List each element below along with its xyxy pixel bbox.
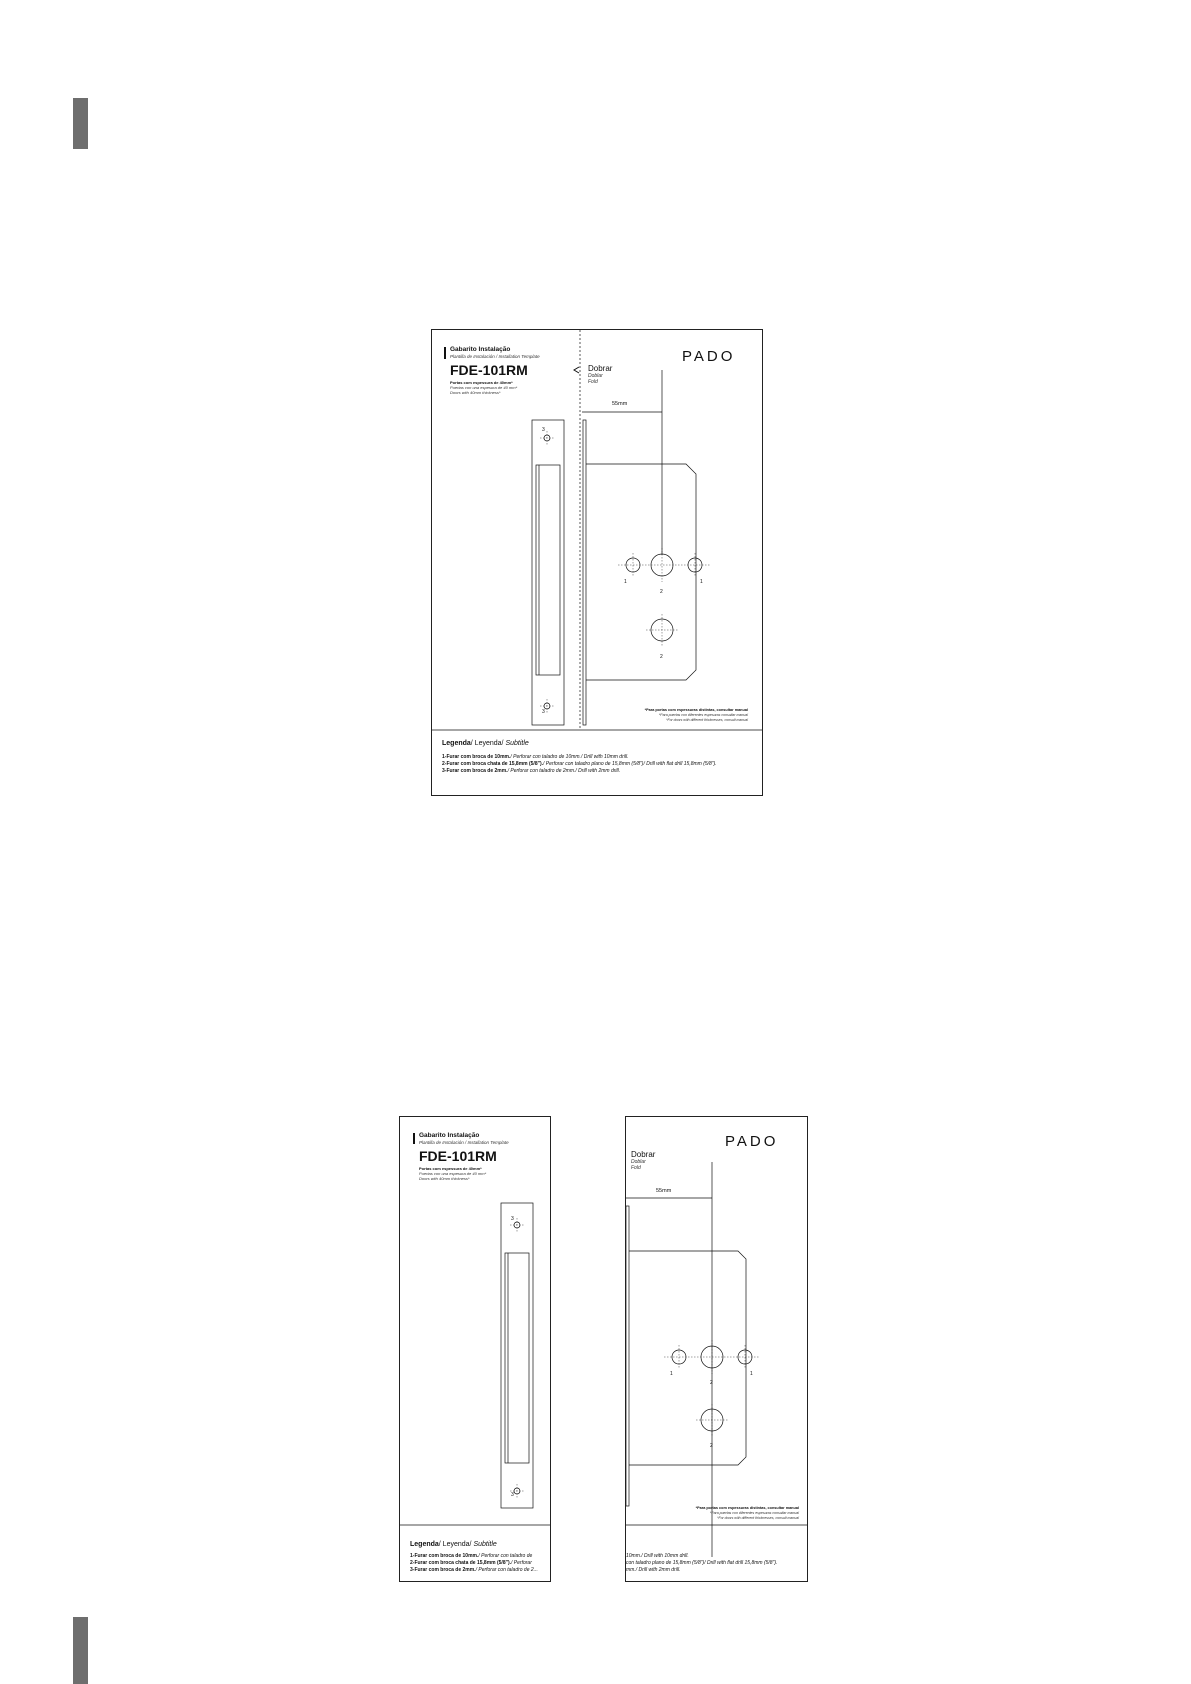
strike-plate-outline <box>501 1203 533 1508</box>
thickness-es: Puertas con una espesura de 40 mm* <box>450 385 518 390</box>
template-label-sub: Plantilla de Instalación / Installation Template <box>450 354 540 359</box>
legend-item-1-cont: 10mm./ Drill with 10mm drill. <box>626 1553 689 1559</box>
hole-label-3-bottom: 3 <box>542 709 545 715</box>
legend-item-2: 2-Furar com broca chata de 15,8mm (5/8")./ Perforar <box>410 1560 532 1566</box>
thickness-es: Puertas con una espesura de 40 mm* <box>419 1171 487 1176</box>
top-edge-tab <box>73 98 88 149</box>
legend-item-3-cont: mm./ Drill with 2mm drill. <box>626 1567 681 1573</box>
thickness-pt: Portas com espessura de 40mm* <box>419 1166 482 1171</box>
brand-logo: PADO <box>725 1133 779 1150</box>
strike-plate-drawing <box>400 1117 550 1581</box>
thickness-en: Doors with 40mm thickness* <box>450 390 501 395</box>
strike-plate-cutout <box>536 465 560 675</box>
strike-plate-outline <box>532 420 564 725</box>
template-sheet-right-half <box>625 1116 808 1582</box>
model-title: FDE-101RM <box>450 362 528 378</box>
thickness-en: Doors with 40mm thickness* <box>419 1176 470 1181</box>
hole-label-1-left: 1 <box>670 1371 673 1377</box>
brand-logo: PADO <box>682 348 736 365</box>
template-sheet-full <box>431 329 763 796</box>
hole-label-2-center: 2 <box>660 589 663 595</box>
fold-arrow-icon <box>574 367 579 373</box>
edge-plate <box>583 420 586 725</box>
template-label: Gabarito Instalação <box>419 1132 480 1139</box>
hole-label-2-lower: 2 <box>710 1443 713 1449</box>
fold-es: Doblar <box>631 1159 646 1165</box>
hole-label-3-top: 3 <box>511 1216 514 1222</box>
hole-label-1-left: 1 <box>624 579 627 585</box>
legend-item-3: 3-Furar com broca de 2mm./ Perforar con taladro de 2mm./ Drill with 2mm drill. <box>442 768 621 774</box>
template-label-sub: Plantilla de Instalación / Installation Template <box>419 1140 509 1145</box>
hole-label-1-right: 1 <box>700 579 703 585</box>
thickness-pt: Portas com espessura de 40mm* <box>450 380 513 385</box>
note-pt: *Para portas com espessuras distintas, consultar manual <box>695 1506 799 1510</box>
hole-label-2-lower: 2 <box>660 654 663 660</box>
lock-body-outline <box>586 464 696 680</box>
dimension-label: 55mm <box>656 1188 672 1194</box>
note-en: *For doors with different thicknesses, consult manual <box>717 1516 799 1520</box>
note-pt: *Para portas com espessuras distintas, consultar manual <box>644 708 748 712</box>
template-sheet-left-half <box>399 1116 551 1582</box>
fold-en: Fold <box>588 379 598 385</box>
legend-item-2: 2-Furar com broca chata de 15,8mm (5/8")./ Perforar con taladro plano de 15,8mm (5/8")/ Drill with flat drill 15,8mm (5/8"). <box>442 761 717 767</box>
hole-label-3-bottom: 3 <box>511 1492 514 1498</box>
note-es: *Para puertas con diferentes espesuras consultar manual <box>709 1511 799 1515</box>
hole-label-1-right: 1 <box>750 1371 753 1377</box>
bottom-edge-tab <box>73 1617 88 1684</box>
template-drawing <box>432 330 762 795</box>
hole-label-2-center: 2 <box>710 1380 713 1386</box>
legend-item-2-cont: con taladro plano de 15,8mm (5/8")/ Drill with flat drill 15,8mm (5/8"). <box>626 1560 778 1566</box>
fold-pt: Dobrar <box>588 364 613 373</box>
note-es: *Para puertas con diferentes espesuras consultar manual <box>658 713 748 717</box>
legend-item-1: 1-Furar com broca de 10mm./ Perforar con taladro de <box>410 1553 533 1559</box>
template-label: Gabarito Instalação <box>450 346 511 353</box>
legend-item-1: 1-Furar com broca de 10mm./ Perforar con taladro de 10mm./ Drill with 10mm drill. <box>442 754 629 760</box>
legend-item-3: 3-Furar com broca de 2mm./ Perforar con taladro de 2... <box>410 1567 538 1573</box>
edge-plate <box>626 1206 629 1506</box>
dimension-label: 55mm <box>612 401 628 407</box>
fold-es: Doblar <box>588 373 603 379</box>
note-en: *For doors with different thicknesses, consult manual <box>666 718 748 722</box>
hole-label-3-top: 3 <box>542 427 545 433</box>
fold-pt: Dobrar <box>631 1150 656 1159</box>
legend-title: Legenda/ Leyenda/ Subtitle <box>410 1541 497 1548</box>
model-title: FDE-101RM <box>419 1148 497 1164</box>
fold-en: Fold <box>631 1165 641 1171</box>
strike-plate-cutout <box>505 1253 529 1463</box>
lock-body-outline <box>629 1251 746 1465</box>
legend-title: Legenda/ Leyenda/ Subtitle <box>442 740 529 747</box>
